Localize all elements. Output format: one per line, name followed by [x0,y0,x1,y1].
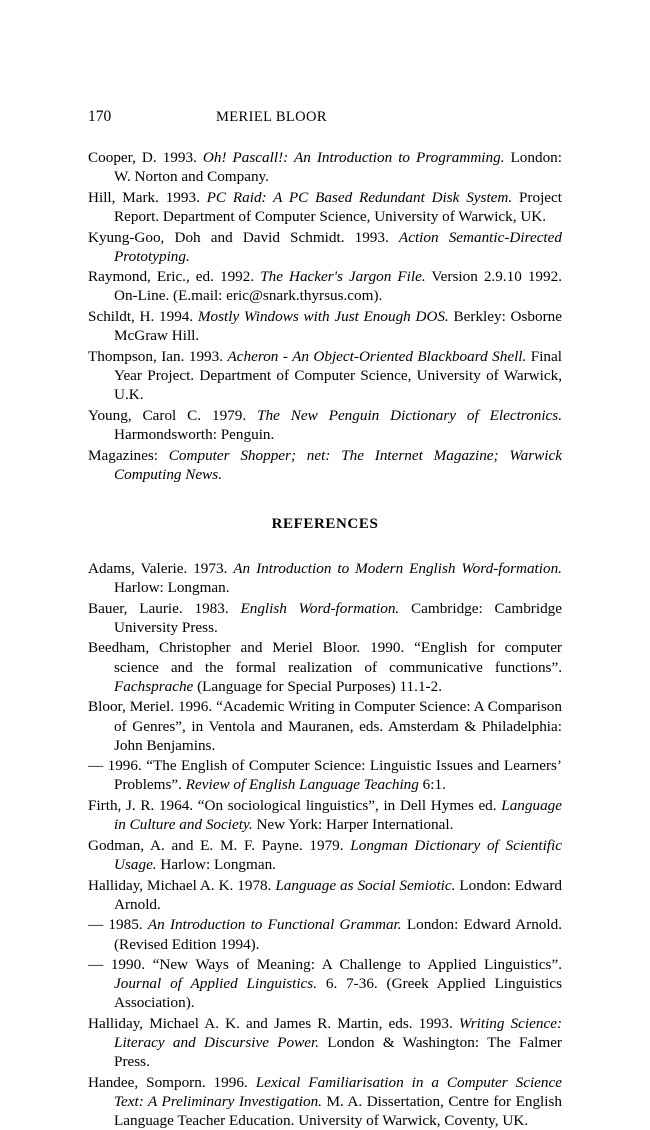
reference-text: Harmondsworth: Penguin. [114,425,275,443]
reference-entry [88,638,562,695]
reference-entry [88,228,562,266]
reference-entry [88,1073,562,1130]
reference-text: Kyung-Goo, Doh and David Schmidt. 1993. [88,228,399,246]
reference-text: Raymond, Eric., ed. 1992. [88,268,261,286]
reference-title-italic: An Introduction to Modern English Word-formation. [233,559,562,577]
reference-entry [88,307,562,345]
references-list [88,559,562,1130]
reference-entry [88,148,562,186]
reference-text: Godman, A. and E. M. F. Payne. 1979. [88,836,351,854]
reference-text: 6:1. [418,776,446,794]
reference-text: Bauer, Laurie. 1983. [88,599,241,617]
reference-text: (Language for Special Purposes) 11.1-2. [193,677,442,695]
reference-title-italic: Review of English Language Teaching [185,776,419,794]
reference-text: London: Edward Arnold. [114,876,562,913]
reference-text: London: Edward Arnold. (Revised Edition 1994). [114,916,562,953]
reference-text: M. A. Dissertation, Centre for English Language Teacher Education. University of Warwick, Coventy, UK. [114,1093,562,1130]
reference-title-italic: Writing Science: Literacy and Discursive Power. [114,1015,563,1052]
reference-text: Firth, J. R. 1964. “On sociological linguistics”, in Dell Hymes ed. [88,797,502,815]
reference-entry [88,406,562,444]
reference-text: Beedham, Christopher and Meriel Bloor. 1990. “English for computer science and the formal realization of communicative functions”. [88,639,562,676]
reference-text: New York: Harper International. [252,816,454,834]
reference-text: Halliday, Michael A. K. 1978. [88,876,276,894]
reference-text: London & Washington: The Falmer Press. [114,1034,562,1071]
reference-title-italic: Fachsprache [114,677,194,695]
reference-text: Magazines: [88,446,169,464]
reference-title-italic: Language as Social Semiotic. [275,876,456,894]
running-head [88,108,562,126]
reference-text: Cambridge: Cambridge University Press. [114,599,562,636]
reference-entry [88,876,562,914]
reference-entry [88,796,562,834]
reference-text: Hill, Mark. 1993. [88,188,207,206]
reference-title-italic: Longman Dictionary of Scientific Usage. [114,836,562,873]
reference-text: Schildt, H. 1994. [88,308,198,326]
reference-title-italic: Language in Culture and Society. [114,797,562,834]
reference-entry [88,697,562,754]
reference-text: — 1985. [88,916,148,934]
reference-entry [88,836,562,874]
reference-text: Cooper, D. 1993. [88,149,203,166]
reference-entry [88,347,562,404]
reference-text: Harlow: Longman. [156,856,276,873]
reference-text: Version 2.9.10 1992. On-Line. (E.mail: eric@snark.thyrsus.com). [114,268,562,305]
reference-text: London: W. Norton and Company. [114,149,562,186]
reference-text: Final Year Project. Department of Computer Science, University of Warwick, U.K. [114,347,562,404]
page-number: 170 [88,108,112,125]
reference-text: Berkley: Osborne McGraw Hill. [114,308,562,345]
reference-title-italic: PC Raid: A PC Based Redundant Disk System. [206,188,513,206]
reference-title-italic: Journal of Applied Linguistics. [114,975,318,993]
reference-title-italic: The New Penguin Dictionary of Electronics. [257,406,562,424]
reference-title-italic: An Introduction to Functional Grammar. [147,916,402,934]
reference-title-italic: Lexical Familiarisation in a Computer Science Text: A Preliminary Investigation. [114,1074,562,1111]
reference-text: Thompson, Ian. 1993. [88,347,228,365]
reference-entry [88,756,562,794]
reference-text: Young, Carol C. 1979. [88,406,258,424]
reference-text: Harlow: Longman. [114,579,230,597]
reference-title-italic: Oh! Pascall!: An Introduction to Programming. [202,149,505,166]
reference-entry [88,955,562,1012]
reference-title-italic: Action Semantic-Directed Prototyping. [114,228,562,265]
section-heading-references: REFERENCES [271,515,379,532]
reference-title-italic: Mostly Windows with Just Enough DOS. [197,308,449,326]
reference-text: Halliday, Michael A. K. and James R. Martin, eds. 1993. [88,1015,459,1033]
reference-text: Adams, Valerie. 1973. [88,559,234,577]
bibliography-list-continued [88,148,562,484]
reference-entry [88,188,562,226]
reference-entry [88,267,562,305]
reference-entry [88,1014,562,1071]
reference-title-italic: Acheron - An Object-Oriented Blackboard Shell. [227,347,527,365]
reference-text: — 1996. “The English of Computer Science: Linguistic Issues and Learners’ Problems”. [88,757,562,794]
reference-entry [88,446,562,484]
reference-text: Project Report. Department of Computer Science, University of Warwick, UK. [114,188,562,225]
running-head-title: MERIEL BLOOR [216,109,327,125]
reference-entry [88,599,562,637]
reference-text: Handee, Somporn. 1996. [88,1074,256,1092]
reference-title-italic: English Word-formation. [240,599,400,617]
reference-entry [88,559,562,597]
reference-text: Bloor, Meriel. 1996. “Academic Writing in Computer Science: A Comparison of Genres”, in Ventola and Mauranen, eds. Amsterdam & Philadelphia: John Benjamins. [88,698,562,754]
reference-text: 6. 7-36. (Greek Applied Linguistics Association). [114,975,562,1012]
reference-title-italic: Computer Shopper; net: The Internet Magazine; Warwick Computing News. [114,446,562,483]
reference-text: — 1990. “New Ways of Meaning: A Challenge to Applied Linguistics”. [88,956,562,974]
reference-title-italic: The Hacker's Jargon File. [260,268,426,286]
reference-entry [88,915,562,953]
